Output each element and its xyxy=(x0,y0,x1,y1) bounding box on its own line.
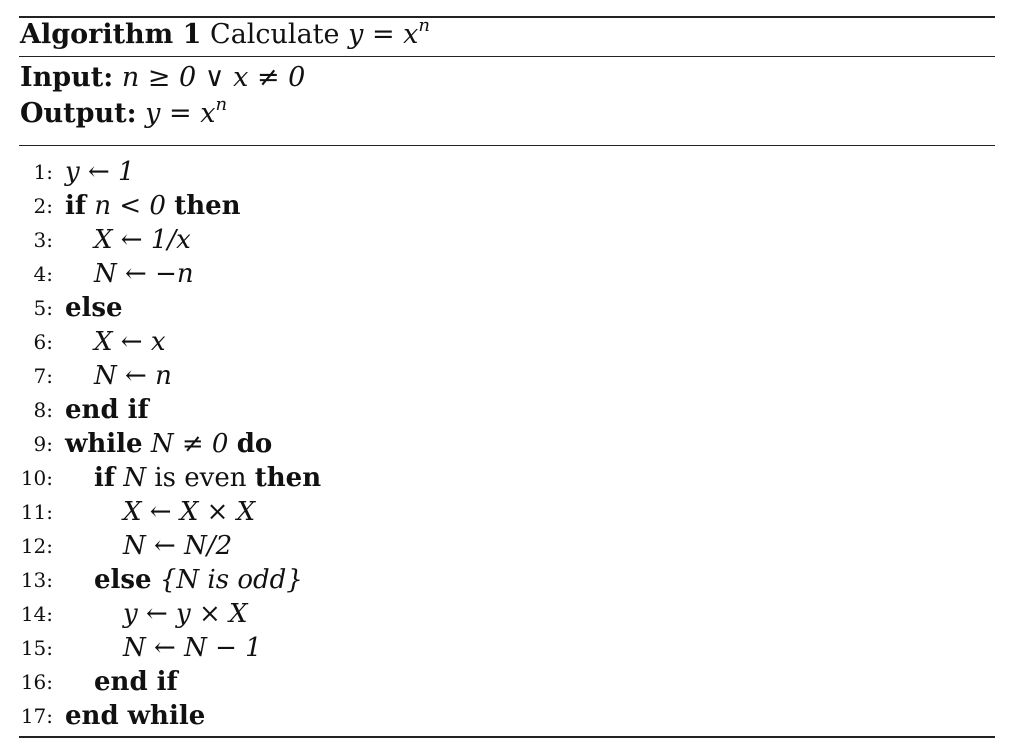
output-label: Output: xyxy=(20,98,137,129)
line-code xyxy=(94,327,166,357)
line-code xyxy=(65,701,205,731)
statement: n < 0 xyxy=(94,191,166,221)
algorithm-line xyxy=(20,597,248,631)
keyword: while xyxy=(65,429,143,459)
output-line xyxy=(20,94,228,129)
line-number: 7: xyxy=(33,364,53,388)
line-code xyxy=(123,531,232,561)
title-math-lhs: y xyxy=(348,19,364,50)
line-number: 12: xyxy=(20,534,53,558)
line-number: 6: xyxy=(33,330,53,354)
keyword: end while xyxy=(65,701,206,731)
algorithm-line xyxy=(20,495,255,529)
statement-text: is even xyxy=(154,463,247,493)
algorithm-line xyxy=(20,223,191,257)
line-code xyxy=(94,463,321,493)
line-code xyxy=(65,395,149,425)
line-number: 2: xyxy=(33,194,53,218)
statement: X ← X × X xyxy=(123,497,256,527)
line-code xyxy=(123,599,248,629)
header-rule xyxy=(19,145,995,146)
line-number: 14: xyxy=(20,602,53,626)
keyword: else xyxy=(65,293,123,323)
keyword: if xyxy=(94,463,116,493)
line-number: 9: xyxy=(33,432,53,456)
keyword: if xyxy=(65,191,87,221)
algorithm-line xyxy=(20,325,166,359)
line-number: 11: xyxy=(20,500,53,524)
algorithm-line xyxy=(20,699,205,733)
algorithm-line xyxy=(20,461,321,495)
top-rule xyxy=(19,16,995,18)
statement: {N is odd} xyxy=(159,565,303,595)
keyword: then xyxy=(174,191,241,221)
algorithm-line xyxy=(20,665,178,699)
algorithm-line xyxy=(20,631,262,665)
algorithm-line xyxy=(20,189,241,223)
title-math-base: x xyxy=(403,19,419,50)
algorithm-label: Algorithm 1 xyxy=(20,19,202,50)
output-eq: = xyxy=(169,98,192,129)
statement: N ← N/2 xyxy=(123,531,233,561)
input-expr: n ≥ 0 ∨ x ≠ 0 xyxy=(121,62,306,93)
title-rule xyxy=(19,56,995,57)
statement: N ≠ 0 xyxy=(150,429,229,459)
line-number: 16: xyxy=(20,670,53,694)
statement: y ← y × X xyxy=(123,599,248,629)
line-number: 1: xyxy=(33,160,53,184)
line-code xyxy=(94,667,178,697)
line-code xyxy=(94,225,191,255)
algorithm-line xyxy=(20,291,123,325)
line-number: 17: xyxy=(20,704,53,728)
algorithm-line xyxy=(20,427,272,461)
line-number: 10: xyxy=(20,466,53,490)
line-code xyxy=(94,565,303,595)
line-code xyxy=(123,633,262,663)
keyword: do xyxy=(236,429,273,459)
statement: X ← 1/x xyxy=(94,225,191,255)
algorithm-line xyxy=(20,155,135,189)
algorithm-line xyxy=(20,257,194,291)
output-lhs: y xyxy=(145,98,161,129)
output-exp: n xyxy=(215,94,228,115)
line-code xyxy=(94,361,172,391)
input-line xyxy=(20,62,305,93)
algorithm-title-text: Calculate xyxy=(210,19,340,50)
title-math-eq: = xyxy=(371,19,395,50)
line-code xyxy=(94,259,194,289)
input-label: Input: xyxy=(20,62,114,93)
statement: N ← N − 1 xyxy=(123,633,262,663)
line-number: 5: xyxy=(33,296,53,320)
algorithm-line xyxy=(20,529,232,563)
statement: N xyxy=(123,463,147,493)
line-code xyxy=(65,293,123,323)
algorithm-line xyxy=(20,563,303,597)
line-number: 8: xyxy=(33,398,53,422)
line-code xyxy=(65,157,135,187)
line-number: 3: xyxy=(33,228,53,252)
line-code xyxy=(65,191,241,221)
line-code xyxy=(65,429,272,459)
statement: X ← x xyxy=(94,327,166,357)
line-number: 4: xyxy=(33,262,53,286)
line-number: 13: xyxy=(20,568,53,592)
statement: N ← −n xyxy=(94,259,194,289)
bottom-rule xyxy=(19,736,995,738)
algorithm-line xyxy=(20,359,172,393)
output-base: x xyxy=(200,98,216,129)
line-code xyxy=(123,497,255,527)
keyword: end if xyxy=(65,395,149,425)
algorithm-line xyxy=(20,393,149,427)
keyword: else xyxy=(94,565,152,595)
keyword: end if xyxy=(94,667,178,697)
line-number: 15: xyxy=(20,636,53,660)
algorithm-title xyxy=(20,15,430,50)
title-math-exp: n xyxy=(418,15,430,36)
keyword: then xyxy=(254,463,322,493)
statement: y ← 1 xyxy=(65,157,135,187)
statement: N ← n xyxy=(94,361,172,391)
